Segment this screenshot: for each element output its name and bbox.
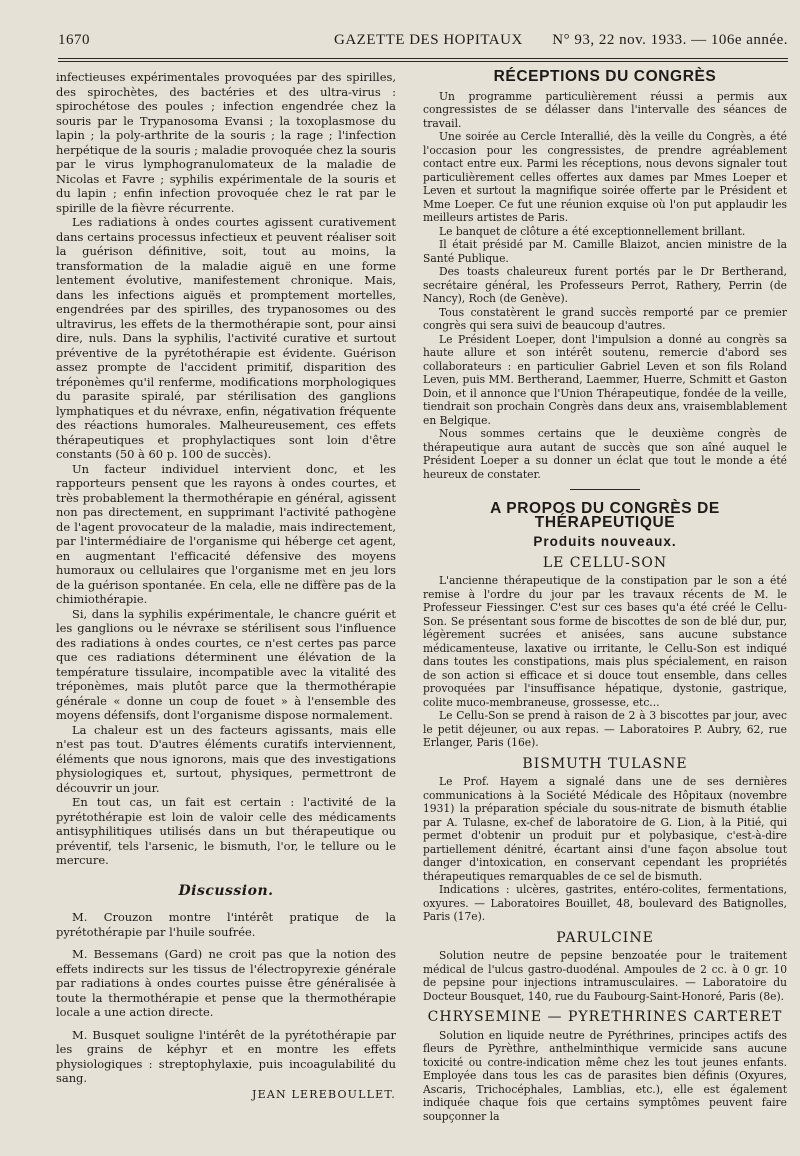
paragraph: Solution neutre de pepsine benzoatée pour le traitement médical de l'ulcus gastro-duodénal. Ampoules de 2 cc. à 0 gr. 10 de pepsine pour injections intramusculaires. — Laboratoire du Docteur Bousquet, 140, rue du Faubourg-Saint-Honoré, Paris (8e). — [423, 949, 787, 1003]
paragraph: Le Prof. Hayem a signalé dans une de ses dernières communications à la Société Médicale des Hôpitaux (novembre 1931) la préparation spéciale du sous-nitrate de bismuth établie par A. Tulasne, ex-chef de laboratoire de G. Lion, à la Pitié, qui permet d'obtenir un produit pur et polybasique, c'est-à-dire partiellement dénitré, écartant ainsi d'une façon absolue tout danger d'intoxication, en conservant cependant les propriétés thérapeutiques remarquables de ce sel de bismuth. — [423, 775, 787, 883]
left-column — [56, 70, 396, 1102]
paragraph: Si, dans la syphilis expérimentale, le chancre guérit et les ganglions ou le névraxe se stérilisent sous l'influence des radiations à ondes courtes, ce n'est certes pas parce que ces radiations déterminent une élévation de la température tissulaire, incompatible avec la vitalité des tréponèmes, mais plutôt parce que la thermothérapie générale « donne un coup de fouet » à l'ensemble des moyens défensifs, dont l'organisme dispose normalement. — [56, 606, 396, 722]
issue-info: N° 93, 22 nov. 1933. — 106e année. — [552, 32, 788, 48]
right-column — [423, 70, 787, 1123]
propos-heading: A PROPOS DU CONGRÈS DE THÉRAPEUTIQUE — [490, 500, 720, 531]
parulcine-heading: PARULCINE — [556, 929, 654, 946]
paragraph: Des toasts chaleureux furent portés par le Dr Bertherand, secrétaire général, les Professeurs Perrot, Rathery, Perrin (de Nancy), Roch (de Genève). — [423, 265, 787, 305]
paragraph: M. Crouzon montre l'intérêt pratique de la pyrétothérapie par l'huile soufrée. — [56, 910, 396, 939]
paragraph: infectieuses expérimentales provoquées par des spirilles, des spirochètes, des bactéries et des ultra-virus : spirochétose des poules ; infection engendrée chez la souris par le Trypanosoma Evansi ; la toxoplasmose du lapin ; la poly-arthrite de la souris ; la rage ; l'infection herpétique de la souris ; maladie provoquée chez la souris par le virus lymphogranulomateux de la maladie de Nicolas et Favre ; syphilis expérimentale de la souris et du lapin ; enfin infection provoquée chez le rat par le spirille de la fièvre récurrente. — [56, 70, 396, 215]
cellu-son-heading: LE CELLU-SON — [542, 554, 668, 571]
header-rule — [58, 58, 788, 59]
paragraph: La chaleur est un des facteurs agissants, mais elle n'est pas tout. D'autres éléments curatifs interviennent, éléments que nous ignorons, mais que des investigations physiologiques et, surtout, physiques, permettront de découvrir un jour. — [56, 722, 396, 795]
receptions-heading: RÉCEPTIONS DU CONGRÈS — [493, 68, 717, 85]
paragraph: Tous constatèrent le grand succès remporté par ce premier congrès qui sera suivi de beaucoup d'autres. — [423, 305, 787, 332]
chrysemine-heading: CHRYSEMINE — PYRETHRINES CARTERET — [427, 1009, 783, 1025]
discussion-heading: Discussion. — [178, 882, 274, 899]
paragraph: En tout cas, un fait est certain : l'activité de la pyrétothérapie est loin de valoir celle des médicaments antisyphilitiques utilisés dans un but thérapeutique ou préventif, tels l'arsenic, le bismuth, l'or, le tellure ou le mercure. — [56, 795, 396, 867]
paragraph: M. Bessemans (Gard) ne croit pas que la notion des effets indirects sur les tissus de l'électropyrexie générale par radiations à ondes courtes puisse être généralisée à toute la thermothérapie et pense que la thermothérapie locale a une action directe. — [56, 947, 396, 1019]
section-divider — [570, 489, 640, 490]
paragraph: Nous sommes certains que le deuxième congrès de thérapeutique aura autant de succès que son aîné auquel le Président Loeper a su donner un éclat que tout le monde a été heureux de constater. — [423, 427, 787, 481]
running-header — [58, 30, 788, 56]
paragraph: Un facteur individuel intervient donc, et les rapporteurs pensent que les rayons à ondes courtes, et très probablement la thermothérapie en général, agissent non pas directement, en supprimant l'activité pathogène de l'agent provocateur de la maladie, mais indirectement, par l'intermédiaire de l'organisme qui héberge cet agent, en augmentant l'efficacité défensive des moyens humoraux ou cellulaires que l'organisme met en jeu lors de la guérison spontanée. En cela, elle ne diffère pas de la chimiothérapie. — [56, 461, 396, 606]
paragraph: Il était présidé par M. Camille Blaizot, ancien ministre de la Santé Publique. — [423, 238, 787, 265]
author-signature: JEAN LEREBOULLET. — [252, 1087, 396, 1101]
bismuth-heading: BISMUTH TULASNE — [522, 755, 688, 772]
paragraph: Une soirée au Cercle Interallié, dès la veille du Congrès, a été l'occasion pour les congressistes, de prendre agréablement contact entre eux. Parmi les réceptions, nous devons signaler tout particulièrement celles offertes aux dames par Mmes Loeper et Leven et surtout la magnifique soirée offerte par le Président et Mme Loeper. Ce fut une réunion exquise où l'on put applaudir les meilleurs artistes de Paris. — [423, 130, 787, 224]
paragraph: Le Président Loeper, dont l'impulsion a donné au congrès sa haute allure et son intérêt soutenu, remercie d'abord ses collaborateurs : en particulier Gabriel Leven et son fils Roland Leven, puis MM. Bertherand, Laemmer, Huerre, Schmitt et Gaston Doin, et il annonce que l'Union Thérapeutique, fondée de la veille, tiendrait son prochain Congrès dans deux ans, vraisemblablement en Belgique. — [423, 332, 787, 427]
paragraph: Indications : ulcères, gastrites, entéro-colites, fermentations, oxyures. — Laboratoires Bouillet, 48, boulevard des Batignolles, Paris (17e). — [423, 883, 787, 923]
produits-heading: Produits nouveaux. — [533, 534, 677, 549]
paragraph: Un programme particulièrement réussi a permis aux congressistes de se délasser dans l'intervalle des séances de travail. — [423, 89, 787, 130]
paragraph: Le Cellu-Son se prend à raison de 2 à 3 biscottes par jour, avec le petit déjeuner, ou aux repas. — Laboratoires P. Aubry, 62, rue Erlanger, Paris (16e). — [423, 709, 787, 749]
journal-title: GAZETTE DES HOPITAUX — [334, 32, 523, 48]
paragraph: M. Busquet souligne l'intérêt de la pyrétothérapie par les grains de képhyr et en montre les effets physiologiques : streptophylaxie, puis incoagulabilité du sang. — [56, 1027, 396, 1085]
paragraph: Solution en liquide neutre de Pyréthrines, principes actifs des fleurs de Pyrèthre, anthelminthique vermicide sans aucune toxicité ou contre-indication même chez les tout jeunes enfants. Employée dans tous les cas de parasites bien définis (Oxyures, Ascaris, Trichocéphales, Lamblias, etc.), elle est également indiquée chaque fois que certains symptômes peuvent faire soupçonner la — [423, 1028, 787, 1123]
paragraph: L'ancienne thérapeutique de la constipation par le son a été remise à l'ordre du jour par les travaux récents de M. le Professeur Fiessinger. C'est sur ces bases qu'a été créé le Cellu-Son. Se présentant sous forme de biscottes de son de blé dur, pur, légèrement sucrées et anisées, sans aucune substance médicamenteuse, laxative ou irritante, le Cellu-Son est indiqué dans toutes les constipations, mais plus spécialement, en raison de son action si efficace et si douce tout ensemble, dans celles provoquées par l'insuffisance hépatique, dystonie, gastrique, colite muco-membraneuse, grossesse, etc... — [423, 574, 787, 709]
paragraph: Les radiations à ondes courtes agissent curativement dans certains processus infectieux et peuvent réaliser soit la guérison définitive, soit, tout au moins, la transformation de la maladie aiguë en une forme lentement évolutive, manifestement chronique. Mais, dans les infections aiguës et promptement mortelles, engendrées par des spirilles, des trypanosomes ou des ultravirus, les effets de la thermothérapie sont, pour ainsi dire, nuls. Dans la syphilis, l'activité curative et surtout préventive de la pyrétothérapie est évidente. Guérison assez prompte de l'accident primitif, disparition des tréponèmes qu'il renferme, modifications morphologiques du parasite spiralé, par stérilisation des ganglions lymphatiques et du névraxe, enfin, négativation fréquente des réactions humorales. Malheureusement, ces effets thérapeutiques et prophylactiques sont loin d'être constants (50 à 60 p. 100 de succès). — [56, 215, 396, 461]
paragraph: Le banquet de clôture a été exceptionnellement brillant. — [439, 224, 746, 238]
page-number: 1670 — [58, 32, 90, 48]
header-rule-double — [58, 61, 788, 62]
